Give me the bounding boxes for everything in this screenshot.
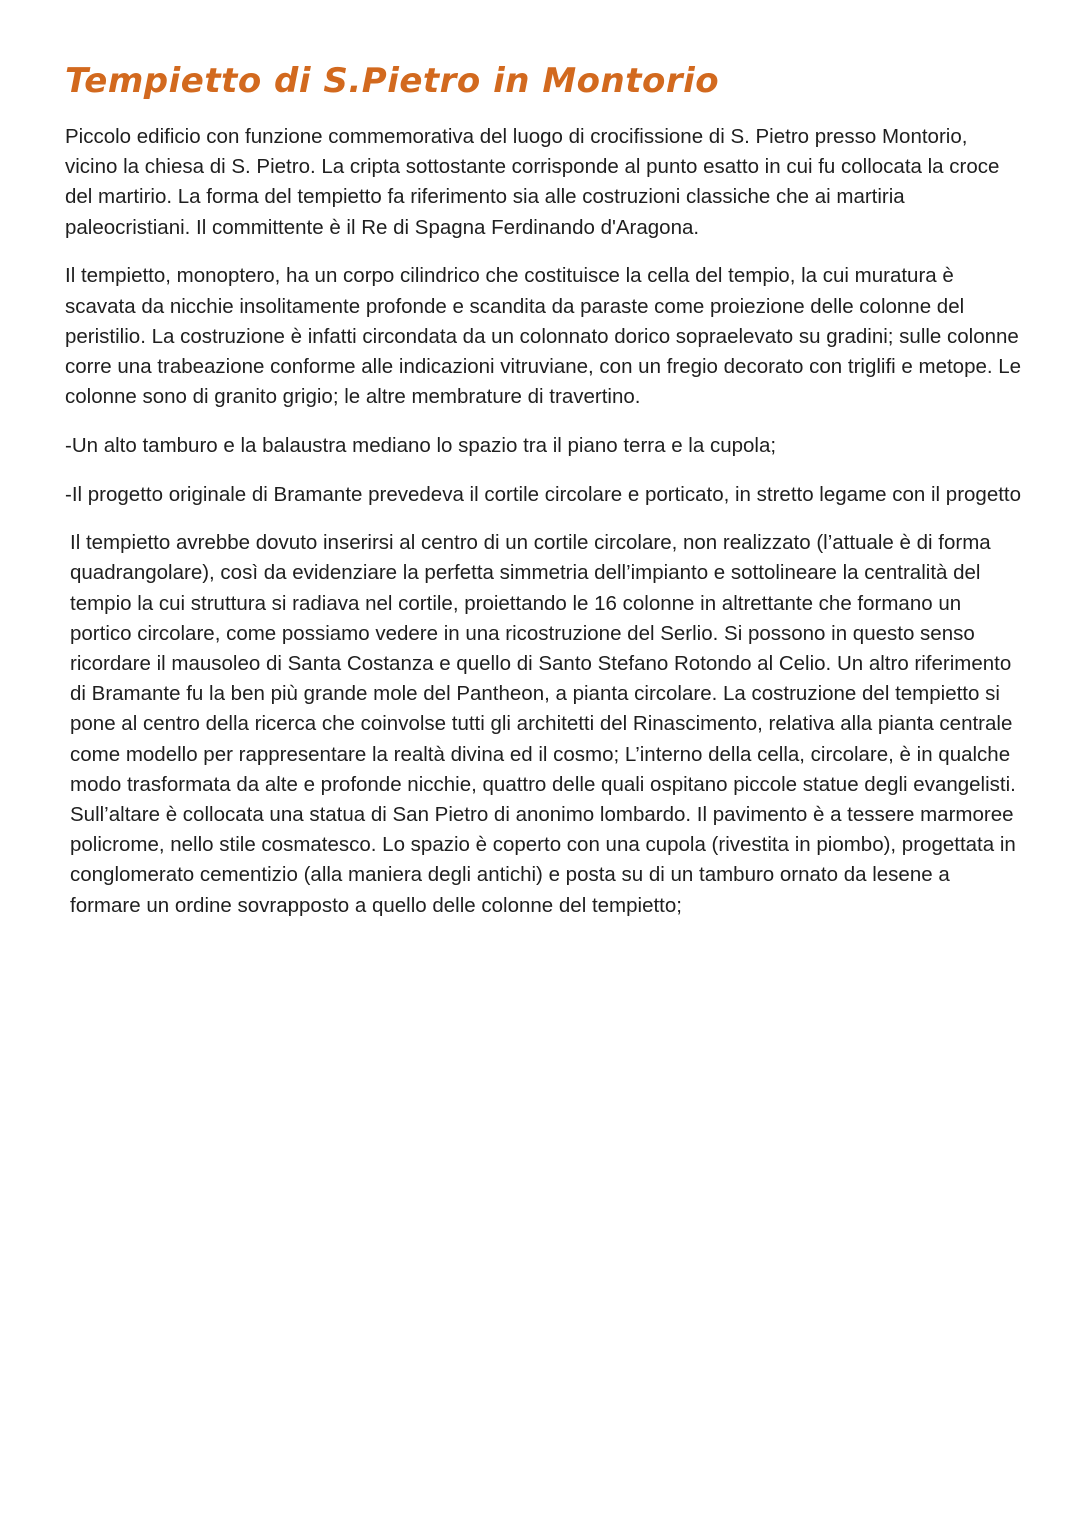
- paragraph-cortile: Il tempietto avrebbe dovuto inserirsi al centro di un cortile circolare, non realizzato (l’attuale è di forma quadrangolare), così da evidenziare la perfetta simmetria dell’impianto e sottolineare la centralità del tempio la cui struttura si radiava nel cortile, proiettando le 16 colonne in altrettante che formano un portico circolare, come possiamo vedere in una ricostruzione del Serlio. Si possono in questo senso ricordare il mausoleo di Santa Costanza e quello di Santo Stefano Rotondo al Celio. Un altro riferimento di Bramante fu la ben più grande mole del Pantheon, a pianta circolare. La costruzione del tempietto si pone al centro della ricerca che coinvolse tutti gli architetti del Rinascimento, relativa alla pianta centrale come modello per rappresentare la realtà divina ed il cosmo; L’interno della cella, circolare, è in qualche modo trasformata da alte e profonde nicchie, quattro delle quali ospitano piccole statue degli evangelisti. Sull’altare è collocata una statua di San Pietro di anonimo lombardo. Il pavimento è a tessere marmoree policrome, nello stile cosmatesco. Lo spazio è coperto con una cupola (rivestita in piombo), progettata in conglomerato cementizio (alla maniera degli antichi) e posta su di un tamburo ornato da lesene a formare un ordine sovrapposto a quello delle colonne del tempietto;: [70, 531, 1016, 917]
- paragraph-tamburo-note: -Un alto tamburo e la balaustra mediano lo spazio tra il piano terra e la cupola;: [65, 433, 777, 457]
- page-title: Tempietto di S.Pietro in Montorio: [65, 61, 720, 101]
- paragraph-progetto-note: -Il progetto originale di Bramante prevedeva il cortile circolare e porticato, in stretto legame con il progetto: [65, 482, 1022, 506]
- paragraph-description: Il tempietto, monoptero, ha un corpo cilindrico che costituisce la cella del tempio, la cui muratura è scavata da nicchie insolitamente profonde e scandita da paraste come proiezione delle colonne del peristilio. La costruzione è infatti circondata da un colonnato dorico sopraelevato su gradini; sulle colonne corre una trabeazione conforme alle indicazioni vitruviane, con un fregio decorato con triglifi e metope. Le colonne sono di granito grigio; le altre membrature di travertino.: [65, 264, 1022, 409]
- document-page: [65, 58, 1025, 939]
- paragraph-intro: Piccolo edificio con funzione commemorativa del luogo di crocifissione di S. Pietro presso Montorio, vicino la chiesa di S. Pietro. La cripta sottostante corrisponde al punto esatto in cui fu collocata la croce del martirio. La forma del tempietto fa riferimento sia alle costruzioni classiche che ai martiria paleocristiani. Il committente è il Re di Spagna Ferdinando d'Aragona.: [65, 125, 1000, 239]
